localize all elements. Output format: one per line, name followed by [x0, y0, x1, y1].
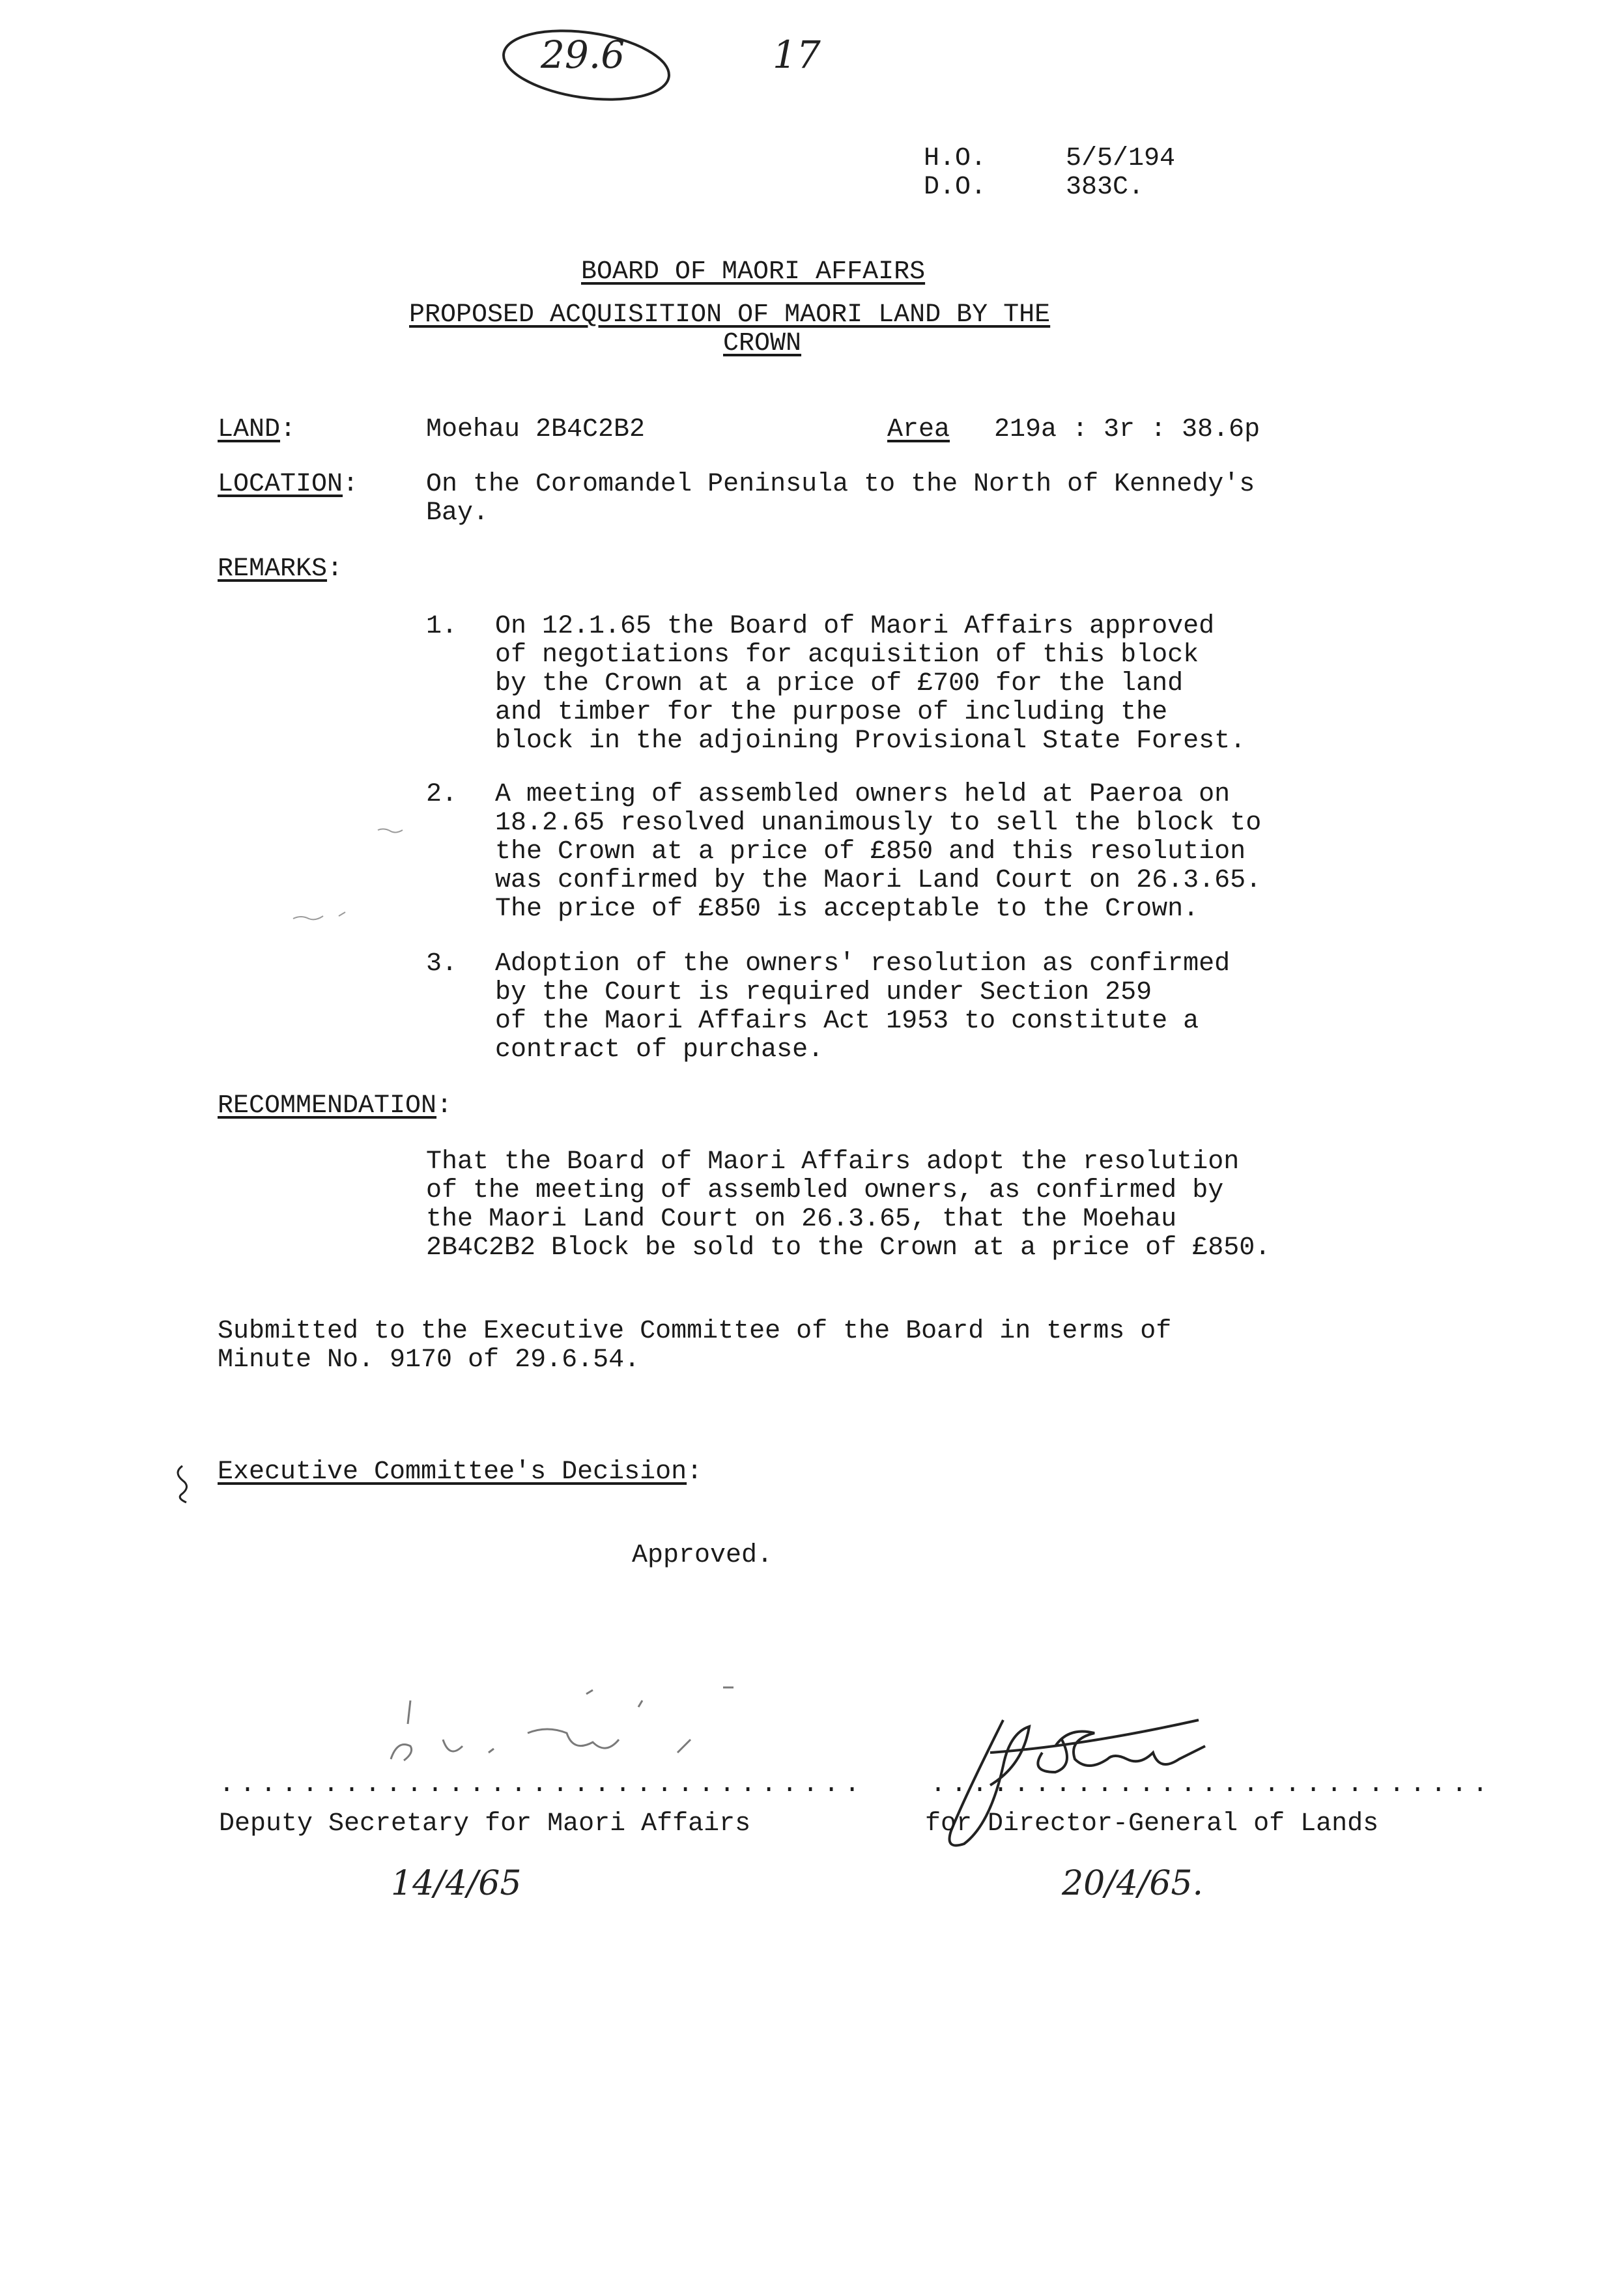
- recommendation-text: [426, 1148, 1270, 1263]
- remark-line: of negotiations for acquisition of this block: [495, 640, 1199, 670]
- ho-value: 5/5/194: [1066, 144, 1176, 173]
- decision-value: Approved.: [632, 1541, 773, 1570]
- remark-line: of the Maori Affairs Act 1953 to constitute a: [495, 1007, 1199, 1036]
- recommendation-line: 2B4C2B2 Block be sold to the Crown at a price of £850.: [426, 1233, 1271, 1263]
- left-signatory-title: Deputy Secretary for Maori Affairs: [219, 1809, 751, 1839]
- recommendation-line: of the meeting of assembled owners, as confirmed by: [426, 1176, 1224, 1205]
- left-signature-line: ...............................: [219, 1770, 866, 1800]
- right-signature-date: 20/4/65.: [1062, 1864, 1203, 1903]
- remark-1-number: 1.: [426, 612, 458, 641]
- remark-line: the Crown at a price of £850 and this resolution: [495, 837, 1246, 867]
- remark-3-text: [495, 950, 1230, 1065]
- location-label: LOCATION:: [218, 470, 359, 499]
- left-signature: [371, 1681, 814, 1779]
- location-text: [426, 470, 1255, 528]
- remark-2-text: [495, 781, 1261, 924]
- remark-3-number: 3.: [426, 949, 458, 979]
- title-line-2: PROPOSED ACQUISITION OF MAORI LAND BY THE: [409, 300, 1051, 330]
- remark-line: by the Court is required under Section 259: [495, 978, 1152, 1007]
- ho-label: H.O.: [924, 144, 987, 173]
- title-line-3: CROWN: [723, 329, 802, 358]
- remark-line: was confirmed by the Maori Land Court on 26.3.65.: [495, 866, 1262, 895]
- remark-line: and timber for the purpose of including the: [495, 698, 1168, 727]
- right-signature-line: ...........................: [930, 1770, 1494, 1800]
- recommendation-line: the Maori Land Court on 26.3.65, that the Moehau: [426, 1205, 1177, 1234]
- remark-line: by the Crown at a price of £700 for the land: [495, 669, 1184, 698]
- circled-reference: 29.6: [541, 33, 625, 77]
- margin-handwritten-mark: [171, 1462, 203, 1508]
- right-signatory-title: for Director-General of Lands: [925, 1809, 1379, 1839]
- remark-2-number: 2.: [426, 780, 458, 809]
- remark-line: On 12.1.65 the Board of Maori Affairs approved: [495, 612, 1215, 641]
- title-line-1: BOARD OF MAORI AFFAIRS: [581, 257, 926, 287]
- recommendation-label: RECOMMENDATION:: [218, 1091, 453, 1121]
- remark-line: 18.2.65 resolved unanimously to sell the block to: [495, 809, 1262, 838]
- do-label: D.O.: [924, 173, 987, 202]
- submitted-line: Minute No. 9170 of 29.6.54.: [218, 1345, 640, 1375]
- margin-marks: [287, 821, 417, 938]
- remark-line: Adoption of the owners' resolution as confirmed: [495, 949, 1231, 979]
- do-value: 383C.: [1066, 173, 1145, 202]
- area-value: 219a : 3r : 38.6p: [994, 415, 1261, 444]
- remark-1-text: [495, 612, 1246, 756]
- remark-line: block in the adjoining Provisional State Forest.: [495, 726, 1246, 756]
- remark-line: A meeting of assembled owners held at Paeroa on: [495, 780, 1231, 809]
- left-signature-date: 14/4/65: [391, 1864, 522, 1903]
- remark-line: The price of £850 is acceptable to the Crown.: [495, 895, 1199, 924]
- location-line: Bay.: [426, 498, 489, 528]
- location-line: On the Coromandel Peninsula to the North of Kennedy's: [426, 470, 1255, 499]
- submitted-text: [218, 1317, 1171, 1375]
- decision-label: Executive Committee's Decision:: [218, 1457, 703, 1487]
- page-number-annotation: 17: [773, 33, 821, 77]
- area-label: Area: [887, 415, 950, 444]
- land-value: Moehau 2B4C2B2: [426, 415, 646, 444]
- remarks-label: REMARKS:: [218, 554, 343, 584]
- land-label: LAND:: [218, 415, 296, 444]
- recommendation-line: That the Board of Maori Affairs adopt the resolution: [426, 1147, 1240, 1177]
- remark-line: contract of purchase.: [495, 1035, 824, 1065]
- submitted-line: Submitted to the Executive Committee of the Board in terms of: [218, 1317, 1172, 1346]
